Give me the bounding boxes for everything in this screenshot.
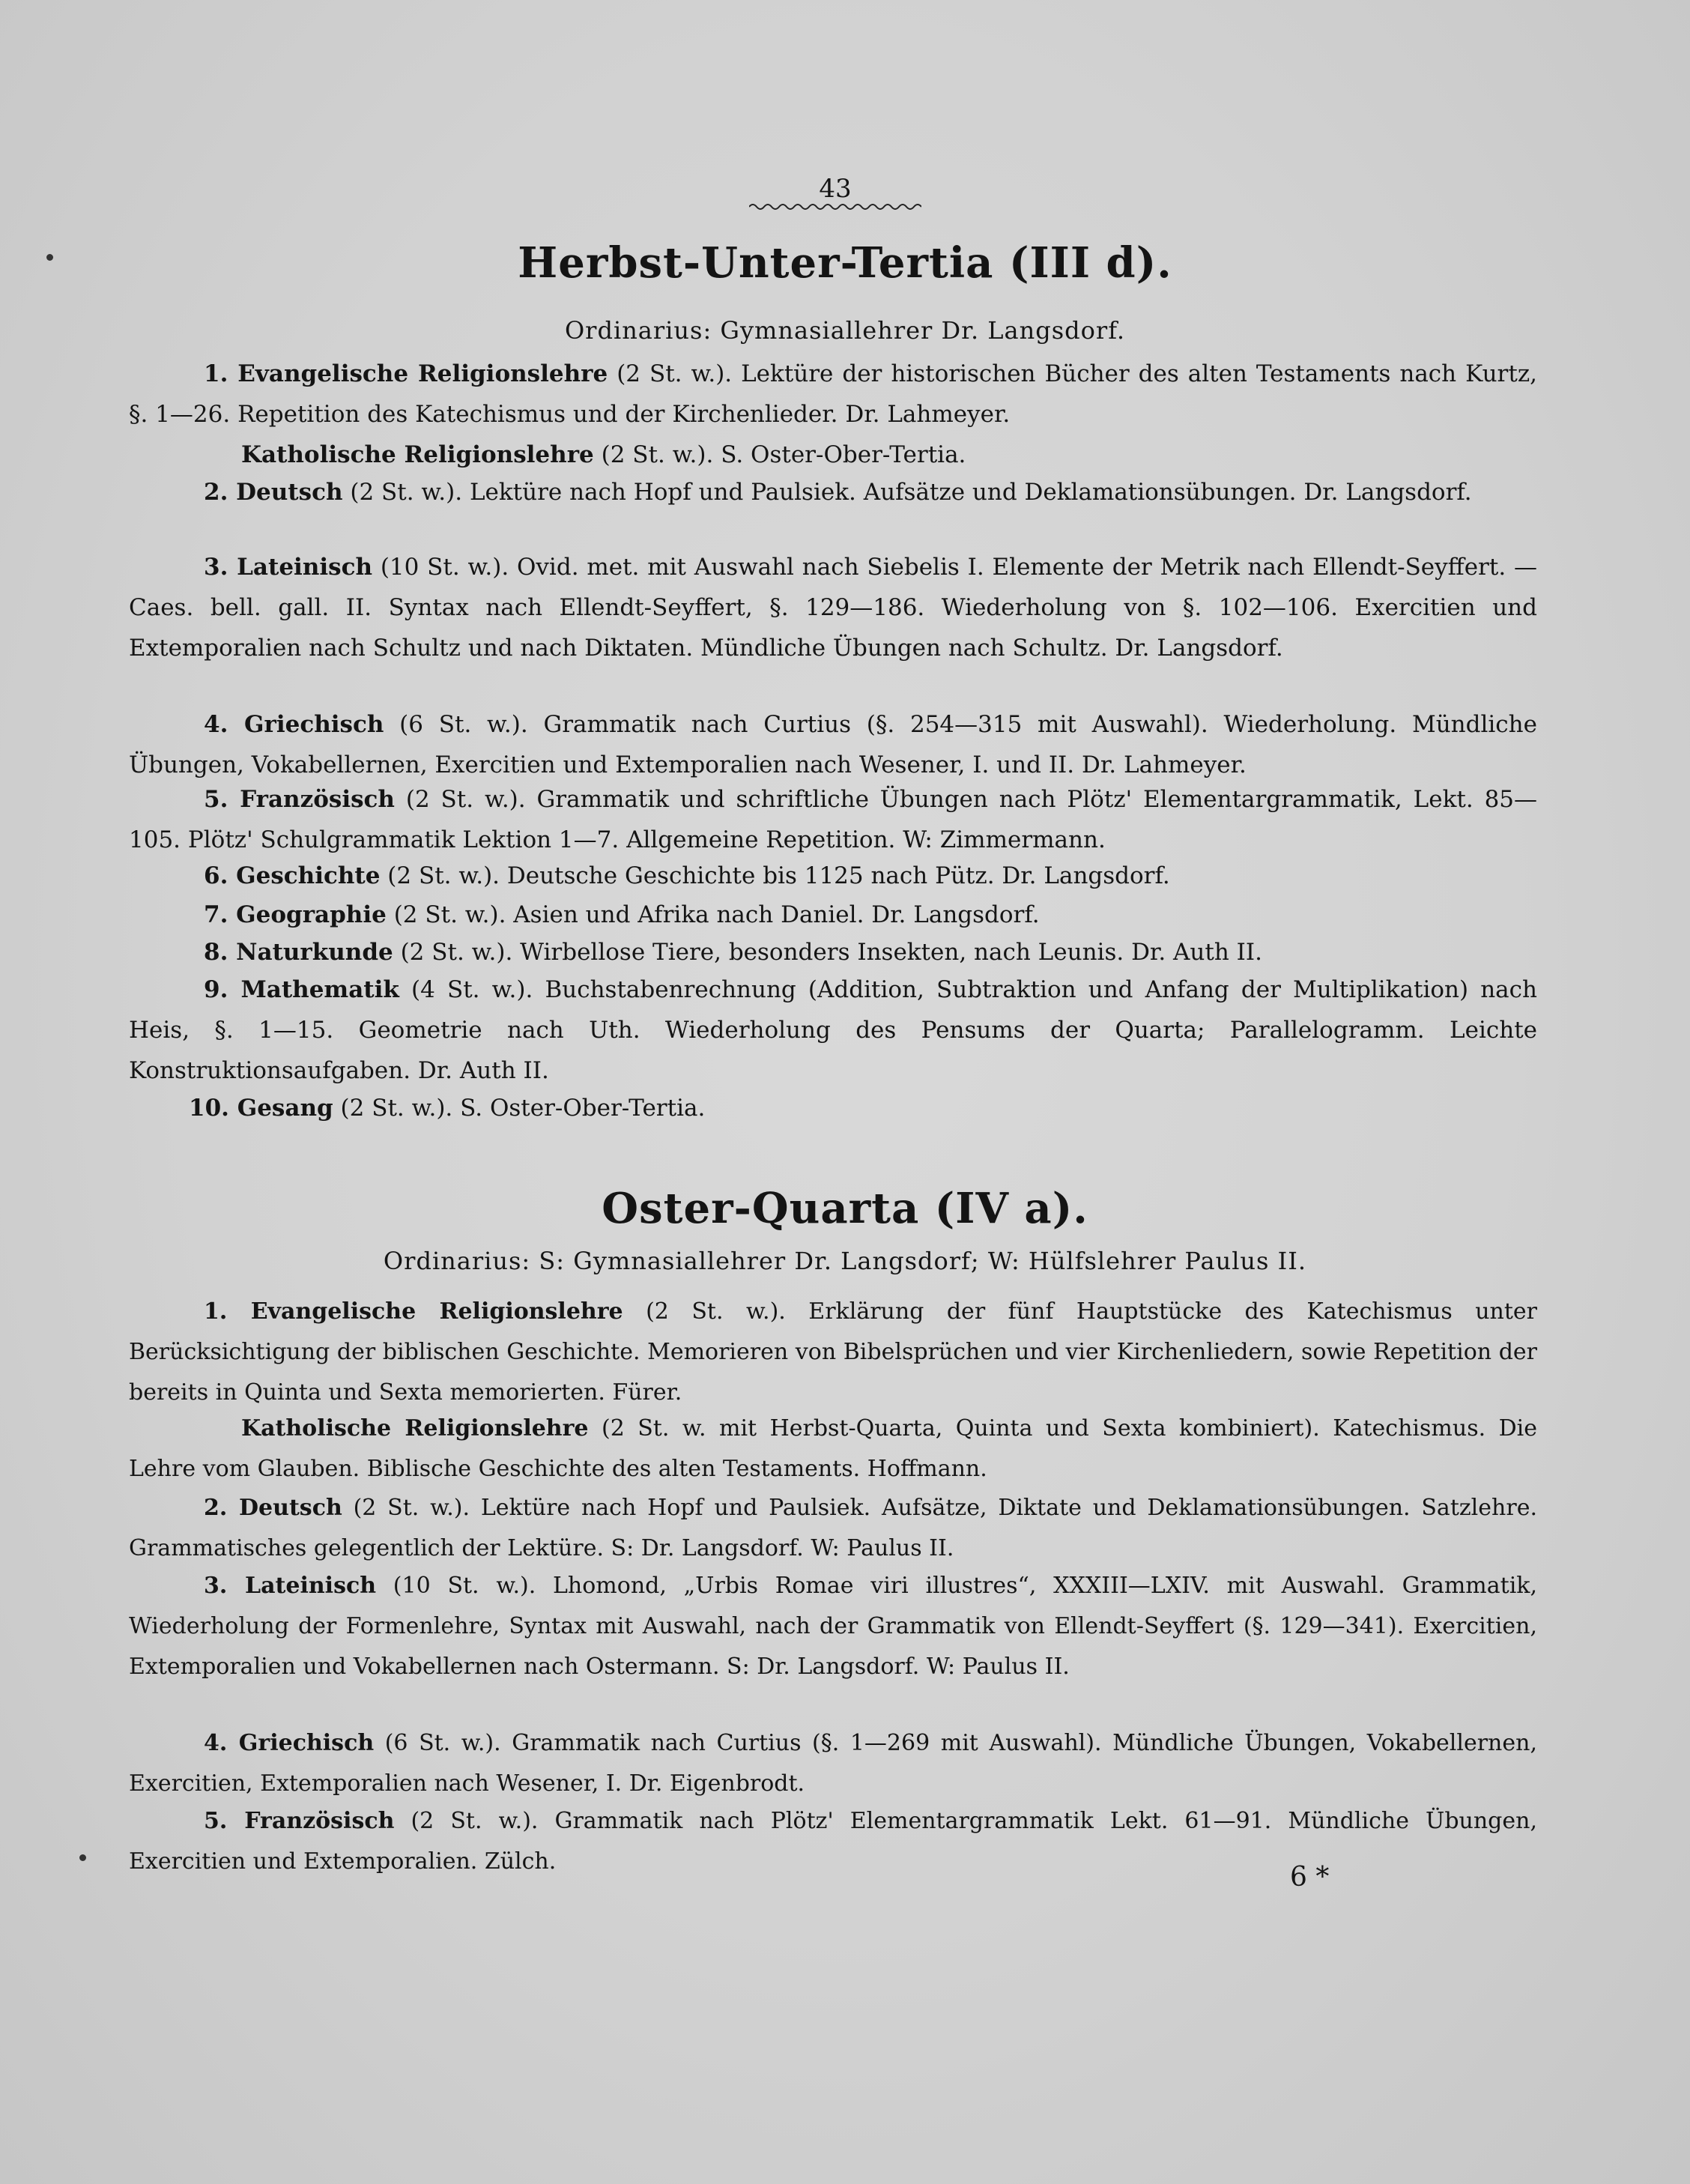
subject-text: (2 St. w.). S. Oster-Ober-Tertia.: [593, 441, 966, 468]
subject-paragraph: [129, 472, 1537, 512]
subject-text: (2 St. w.). Lektüre nach Hopf und Paulsiek. Aufsätze und Deklamationsübungen. Dr. Langsdorf.: [342, 479, 1472, 506]
subject-paragraph: [129, 704, 1537, 785]
subject-paragraph: [129, 856, 1537, 896]
subject-paragraph: [129, 354, 1537, 435]
subject-paragraph: [129, 1566, 1537, 1687]
page-number: 43: [819, 174, 852, 204]
subject-name: 1. Evangelische Religionslehre: [204, 1298, 623, 1325]
subject-text: (2 St. w.). Deutsche Geschichte bis 1125 nach Pütz. Dr. Langsdorf.: [380, 862, 1170, 889]
section-title-herbst-unter-tertia: Herbst-Unter-Tertia (III d).: [518, 238, 1172, 288]
subject-name: Katholische Religionslehre: [241, 1415, 589, 1442]
subject-name: 8. Naturkunde: [204, 939, 393, 966]
subject-name: 5. Französisch: [204, 1808, 395, 1834]
subject-text: (2 St. w.). Lektüre der historischen Bücher des alten Testaments nach Kurtz, §. 1—26. Repetition des Katechismus und der Kirchenlieder. Dr. Lahmeyer.: [129, 360, 1538, 428]
subject-text: (2 St. w.). Asien und Afrika nach Daniel. Dr. Langsdorf.: [386, 901, 1040, 928]
subject-paragraph: [129, 970, 1537, 1091]
subject-text: (4 St. w.). Buchstabenrechnung (Addition, Subtraktion und Anfang der Multiplikation) nach Heis, §. 1—15. Geometrie nach Uth. Wiederholung des Pensums der Quarta; Parallelogramm. Leichte Konstruktionsaufgaben. Dr. Auth II.: [129, 976, 1537, 1084]
subject-text: (2 St. w.). Erklärung der fünf Hauptstücke des Katechismus unter Berücksichtigung der biblischen Geschichte. Memorieren von Bibelsprüchen und vier Kirchenliedern, sowie Repetition der bereits in Quinta und Sexta memorierten. Fürer.: [129, 1298, 1537, 1406]
subject-text: (2 St. w. mit Herbst-Quarta, Quinta und Sexta kombiniert). Katechismus. Die Lehre vom Glauben. Biblische Geschichte des alten Testaments. Hoffmann.: [129, 1415, 1537, 1482]
ink-speck: [79, 1854, 86, 1861]
subject-text: (10 St. w.). Lhomond, „Urbis Romae viri illustres“, XXXIII—LXIV. mit Auswahl. Grammatik, Wiederholung der Formenlehre, Syntax mit Auswahl, nach der Grammatik von Ellendt-Seyffert (§. 129—341). Exercitien, Extemporalien und Vokabellernen nach Ostermann. S: Dr. Langsdorf. W: Paulus II.: [129, 1573, 1538, 1680]
subject-paragraph: [129, 1292, 1537, 1413]
subject-name: 9. Mathematik: [204, 976, 399, 1003]
subject-text: (6 St. w.). Grammatik nach Curtius (§. 254—315 mit Auswahl). Wiederholung. Mündliche Übungen, Vokabellernen, Exercitien und Extemporalien nach Wesener, I. und II. Dr. Lahmeyer.: [129, 711, 1537, 778]
section-title-oster-quarta: Oster-Quarta (IV a).: [602, 1184, 1088, 1233]
subject-text: (2 St. w.). Grammatik und schriftliche Übungen nach Plötz' Elementargrammatik, Lekt. 85—105. Plötz' Schulgrammatik Lektion 1—7. Allgemeine Repetition. W: Zimmermann.: [129, 786, 1538, 853]
subject-name: 7. Geographie: [204, 901, 387, 928]
subject-name: 2. Deutsch: [204, 1495, 342, 1521]
subject-name: 6. Geschichte: [204, 862, 381, 889]
subject-paragraph: [129, 779, 1537, 860]
subject-name: 3. Lateinisch: [204, 1573, 377, 1599]
subject-name: 5. Französisch: [204, 786, 395, 813]
subject-paragraph: [129, 895, 1537, 935]
subject-name: 4. Griechisch: [204, 711, 384, 738]
ordinarius-line: Ordinarius: S: Gymnasiallehrer Dr. Langsdorf; W: Hülfslehrer Paulus II.: [383, 1247, 1307, 1275]
subject-paragraph: [129, 435, 1537, 475]
subject-paragraph: [129, 1088, 1537, 1128]
subject-text: (2 St. w.). Wirbellose Tiere, besonders Insekten, nach Leunis. Dr. Auth II.: [393, 939, 1263, 966]
subject-text: (2 St. w.). Lektüre nach Hopf und Paulsiek. Aufsätze, Diktate und Deklamationsübungen. Satzlehre. Grammatisches gelegentlich der Lektüre. S: Dr. Langsdorf. W: Paulus II.: [129, 1495, 1537, 1561]
subject-text: (2 St. w.). S. Oster-Ober-Tertia.: [333, 1095, 706, 1122]
subject-text: (10 St. w.). Ovid. met. mit Auswahl nach Siebelis I. Elemente der Metrik nach Ellendt-Seyffert. — Caes. bell. gall. II. Syntax nach Ellendt-Seyffert, §. 129—186. Wiederholung von §. 102—106. Exercitien und Extemporalien nach Schultz und nach Diktaten. Mündliche Übungen nach Schultz. Dr. Langsdorf.: [129, 554, 1537, 662]
signature-mark: 6 *: [1290, 1862, 1330, 1893]
subject-paragraph: [129, 932, 1537, 972]
subject-name: 10. Gesang: [189, 1095, 333, 1122]
ordinarius-line: Ordinarius: Gymnasiallehrer Dr. Langsdorf.: [564, 316, 1126, 345]
subject-paragraph: [129, 1488, 1537, 1569]
subject-name: Katholische Religionslehre: [241, 441, 594, 468]
subject-text: (6 St. w.). Grammatik nach Curtius (§. 1—269 mit Auswahl). Mündliche Übungen, Vokabellernen, Exercitien, Extemporalien nach Wesener, I. Dr. Eigenbrodt.: [129, 1730, 1537, 1797]
subject-name: 1. Evangelische Religionslehre: [204, 360, 608, 387]
subject-paragraph: [129, 547, 1537, 668]
subject-paragraph: [129, 1723, 1537, 1804]
subject-name: 2. Deutsch: [204, 479, 343, 506]
subject-name: 3. Lateinisch: [204, 554, 372, 581]
subject-text: (2 St. w.). Grammatik nach Plötz' Elementargrammatik Lekt. 61—91. Mündliche Übungen, Exercitien und Extemporalien. Zülch.: [129, 1808, 1538, 1875]
subject-paragraph: [129, 1409, 1537, 1489]
subject-name: 4. Griechisch: [204, 1730, 375, 1756]
wavy-rule-ornament: [749, 201, 921, 213]
